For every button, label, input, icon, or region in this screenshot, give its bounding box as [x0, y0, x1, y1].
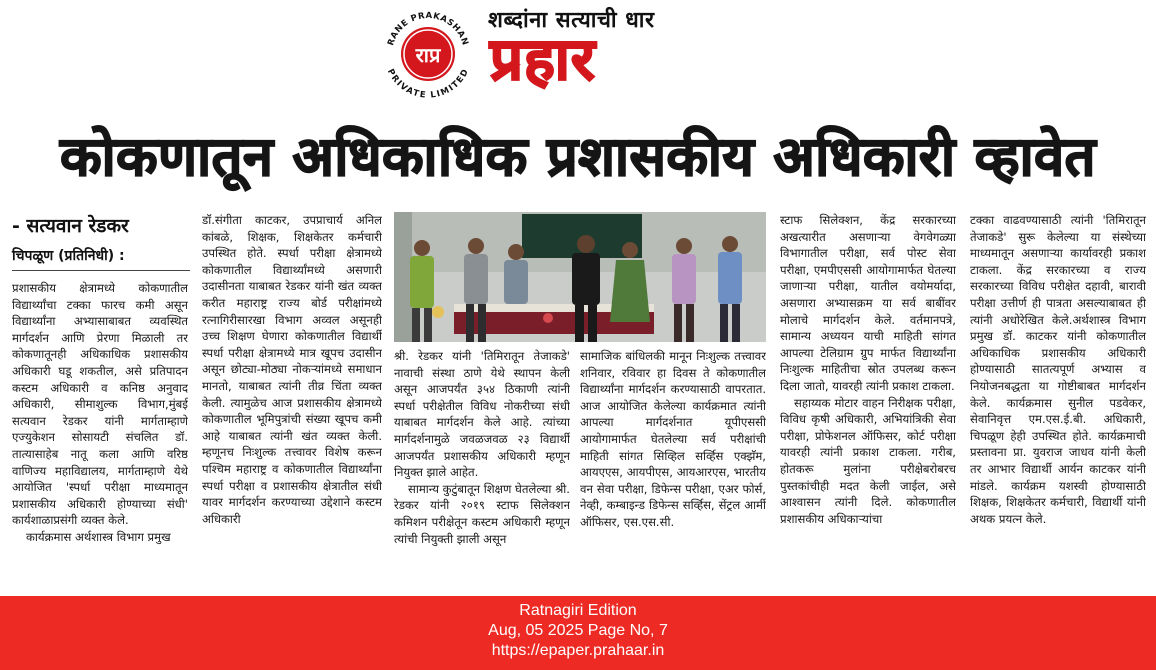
masthead: [0, 0, 1156, 108]
column-2-paragraph: डॉ.संगीता काटकर, उपप्राचार्य अनिल कांबळे, शिक्षक, शिक्षकेतर कर्मचारी उपस्थित होते. स्पर्धा परीक्षा क्षेत्रामध्ये कोकणातील विद्यार्थ्यांमध्ये असणारी उदासीनता याबाबत रेडकर यांनी खंत व्यक्त करीत महाराष्ट्र राज्य बोर्ड परीक्षांमध्ये रत्नागिरीसारखा विभाग अव्वल असूनही उच्च शिक्षण घेणारा कोकणातील विद्यार्थी स्पर्धा परीक्षा क्षेत्रामध्ये मात्र खूपच उदासीन असून छोट्या-मोठ्या नोकऱ्यांमध्ये समाधान मानतो, याबाबत त्यांनी तीव्र चिंता व्यक्त केली. त्यामुळेच आज प्रशासकीय क्षेत्रामध्ये कोकणातील भूमिपुत्रांची संख्या खूपच कमी आहे याबाबत त्यांनी खंत व्यक्त केली. म्हणूनच निःशुल्क तत्त्वावर विशेष करून पश्चिम महाराष्ट्र व कोकणातील विद्यार्थ्यांना स्पर्धा परीक्षा व प्रशासकीय क्षेत्रातील संधी यावर मार्गदर्शन करण्याच्या उद्देशाने कस्टम अधिकारी: [202, 213, 382, 526]
column-3-paragraph-2: सामान्य कुटुंबातून शिक्षण घेतलेल्या श्री. रेडकर यांनी २०१९ स्टाफ सिलेक्शन कमिशन परीक्षेतून कस्टम अधिकारी म्हणून त्यांची नियुक्ती झाली असून: [394, 481, 570, 546]
article-column-1: [12, 280, 188, 562]
article-column-4: [580, 348, 766, 562]
brand-logo-text: प्रहार: [490, 25, 596, 93]
byline-divider: [12, 270, 190, 271]
svg-text:राप्र: राप्र: [415, 43, 441, 67]
rane-prakashan-seal-logo: [382, 8, 474, 100]
edition-footer: [0, 596, 1156, 670]
column-1-paragraph-2: कार्यक्रमास अर्थशास्त्र विभाग प्रमुख: [26, 529, 171, 544]
article-column-5: [780, 212, 956, 562]
column-6-paragraph: टक्का वाढवण्यासाठी त्यांनी 'तिमिरातून तेजाकडे' सुरू केलेल्या या संस्थेच्या माध्यमातून असणाऱ्या कार्यावरही प्रकाश टाकला. केंद्र सरकारच्या व राज्य सरकारच्या विविध परीक्षेत दहावी, बारावी परीक्षा उत्तीर्ण ही पात्रता असल्याबाबत ही त्यांनी अधोरेखित केले.अर्थशास्त्र विभाग प्रमुख डॉ. काटकर यांनी कोकणातील अधिकाधिक प्रशासकीय अधिकारी होण्यासाठी सातत्यपूर्ण अभ्यास व नियोजनबद्धता या गोष्टीबाबत मार्गदर्शन केले. कार्यक्रमास सुनील पडवेकर, सेवानिवृत्त एम.एस.ई.बी. अधिकारी, चिपळूण हेही उपस्थित होते. कार्यक्रमाची प्रस्तावना प्रा. युवराज जाधव यांनी केली तर आभार विद्यार्थी आर्यन काटकर यांनी मांडले. कार्यक्रम यशस्वी होण्यासाठी शिक्षक, शिक्षकेतर कर्मचारी, विद्यार्थी यांनी अथक प्रयत्न केले.: [970, 213, 1146, 526]
svg-text:PRIVATE LIMITED: PRIVATE LIMITED: [384, 67, 472, 100]
masthead-tagline: शब्दांना सत्याची धार: [488, 7, 655, 33]
article-column-6: [970, 212, 1146, 562]
footer-edition: Ratnagiri Edition: [519, 602, 637, 619]
event-photo: [394, 212, 766, 342]
column-3-paragraph-1: श्री. रेडकर यांनी 'तिमिरातून तेजाकडे' नावाची संस्था ठाणे येथे स्थापन केली असून आजपर्यंत ३५४ ठिकाणी त्यांनी स्पर्धा परीक्षेतील विविध नोकरीच्या संधी याबाबत मार्गदर्शन केले आहे. त्यांच्या मार्गदर्शनामुळे जवळजवळ २३ विद्यार्थी आजपर्यंत प्रशासकीय अधिकारी म्हणून नियुक्त झाले आहेत.: [394, 349, 570, 480]
column-5-paragraph-2: सहाय्यक मोटार वाहन निरीक्षक परीक्षा, विविध कृषी अधिकारी, अभियांत्रिकी सेवा परीक्षा, प्रोफेशनल ऑफिसर, कोर्ट परीक्षा यावरही त्यांनी प्रकाश टाकला. गरीब, होतकरू मुलांना परीक्षेबरोबरच पुस्तकांचीही मदत केली जाईल, असे आश्वासन त्यांनी दिले. कोकणातील प्रशासकीय अधिकाऱ्यांचा: [780, 395, 956, 526]
column-1-paragraph-1: प्रशासकीय क्षेत्रामध्ये कोकणातील विद्यार्थ्यांचा टक्का फारच कमी असून विद्यार्थ्यांना अभ्यासाबाबत व्यवस्थित मार्गदर्शन आणि प्रेरणा मिळाली तर कोकणातूनही अधिकाधिक प्रशासकीय अधिकारी घडू शकतील, असे प्रतिपादन कस्टम अधिकारी व कनिष्ठ अनुवाद अधिकारी, सीमाशुल्क विभाग,मुंबई सत्यवान रेडकर यांनी मार्गताम्हाणे एज्युकेशन सोसायटी संचलित डॉ. तात्यासाहेब नातू कला आणि वरिष्ठ वाणिज्य महाविद्यालय, मार्गताम्हाणे येथे आयोजित 'स्पर्धा परीक्षा माध्यमातून प्रशासकीय अधिकारी होण्याच्या संधी' कार्यशाळाप्रसंगी व्यक्त केले.: [12, 281, 188, 528]
footer-url-link[interactable]: https://epaper.prahaar.in: [491, 642, 665, 659]
article-column-2: [202, 212, 382, 562]
svg-text:RANE PRAKASHAN: RANE PRAKASHAN: [386, 10, 470, 48]
article-column-3: [394, 348, 570, 562]
column-4-paragraph: सामाजिक बांधिलकी मानून निःशुल्क तत्त्वावर शनिवार, रविवार हा दिवस ते कोकणातील विद्यार्थ्यांना मार्गदर्शन करण्यासाठी वापरतात. आज आयोजित केलेल्या कार्यक्रमात त्यांनी आपल्या मार्गदर्शनात यूपीएससी आयोगामार्फत घेतलेल्या सर्व परीक्षांची माहिती सांगत सिव्हिल सर्व्हिस एक्झॅम, आयएएस, आयपीएस, आयआरएस, भारतीय वन सेवा परीक्षा, डिफेन्स परीक्षा, एअर फोर्स, नेव्ही, कम्बाइन्ड डिफेन्स सर्व्हिस, सेंट्रल आर्मी ऑफिसर, एस.एस.सी.: [580, 349, 766, 529]
article-dateline: चिपळूण (प्रतिनिधी) :: [12, 248, 125, 264]
column-5-paragraph-1: स्टाफ सिलेक्शन, केंद्र सरकारच्या अखत्यारीत असणाऱ्या वेगवेगळ्या विभागातील परीक्षा, सर्व पोस्ट सेवा परीक्षा, एमपीएससी आयोगामार्फत घेतल्या जाणाऱ्या परीक्षा, यातील वयोमर्यादा, असणारा अभ्यासक्रम या सर्व बाबींवर मोलाचे मार्गदर्शन केले. वर्तमानपत्रे, सामान्य अध्ययन याची माहिती सांगत आपल्या टेलिग्राम ग्रुप मार्फत विद्यार्थ्यांना निःशुल्क माहितीचा स्रोत उपलब्ध करून दिला जातो, यावरही त्यांनी प्रकाश टाकला.: [780, 213, 956, 393]
article-byline: - सत्यवान रेडकर: [12, 215, 129, 237]
footer-date-page: Aug, 05 2025 Page No, 7: [488, 622, 668, 639]
article-headline: कोकणातून अधिकाधिक प्रशासकीय अधिकारी व्हावेत: [60, 125, 1096, 188]
